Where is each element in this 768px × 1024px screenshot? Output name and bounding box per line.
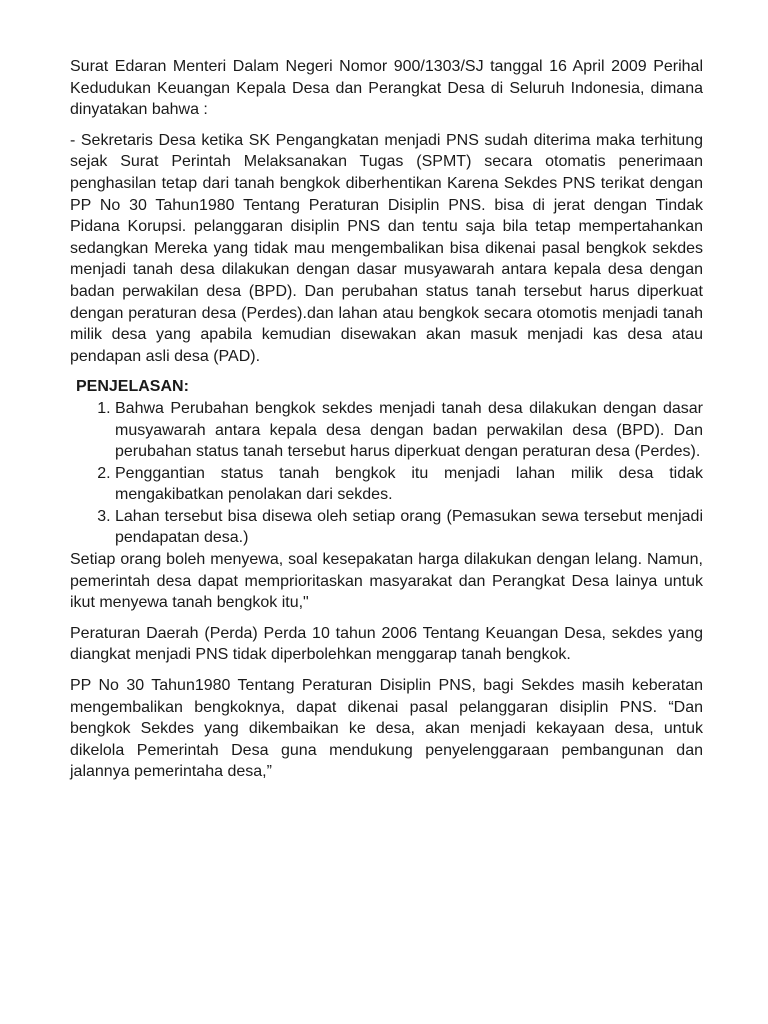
list-item: 3. Lahan tersebut bisa disewa oleh setiap orang (Pemasukan sewa tersebut menjadi pendapatan desa.) [115, 506, 703, 549]
list-item: 2. Penggantian status tanah bengkok itu menjadi lahan milik desa tidak mengakibatkan penolakan dari sekdes. [115, 463, 703, 506]
paragraph-sekretaris-desa: - Sekretaris Desa ketika SK Pengangkatan menjadi PNS sudah diterima maka terhitung sejak Surat Perintah Melaksanakan Tugas (SPMT) secara otomatis penerimaan penghasilan tetap dari tanah bengkok diberhentikan Karena Sekdes PNS terikat dengan PP No 30 Tahun1980 Tentang Peraturan Disiplin PNS. bisa di jerat dengan Tindak Pidana Korupsi. pelanggaran disiplin PNS dan tentu saja bila tetap mempertahankan sedangkan Mereka yang tidak mau mengembalikan bisa dikenai pasal bengkok sekdes menjadi tanah desa dilakukan dengan dasar musyawarah antara kepala desa dengan badan perwakilan desa (BPD). Dan perubahan status tanah tersebut harus diperkuat dengan peraturan desa (Perdes).dan lahan atau bengkok secara otomotis menjadi tanah milik desa yang apabila kemudian disewakan akan masuk menjadi kas desa atau pendapan asli desa (PAD). [70, 131, 703, 365]
paragraph-intro: Surat Edaran Menteri Dalam Negeri Nomor 900/1303/SJ tanggal 16 April 2009 Perihal Kedudukan Keuangan Kepala Desa dan Perangkat Desa di Seluruh Indonesia, dimana dinyatakan bahwa : [70, 58, 703, 119]
document-page [70, 56, 703, 792]
paragraph-perda: Peraturan Daerah (Perda) Perda 10 tahun 2006 Tentang Keuangan Desa, sekdes yang diangkat menjadi PNS tidak diperbolehkan menggarap tanah bengkok. [70, 624, 703, 664]
paragraph-pp-disiplin: PP No 30 Tahun1980 Tentang Peraturan Disiplin PNS, bagi Sekdes masih keberatan mengembalikan bengkoknya, dapat dikenai pasal pelanggaran disiplin PNS. “Dan bengkok Sekdes yang dikembaikan ke desa, akan menjadi kekayaan desa, untuk dikelola Pemerintah Desa guna mendukung penyelenggaraan pembangunan dan jalannya pemerintaha desa,” [70, 677, 703, 781]
list-item: 1. Bahwa Perubahan bengkok sekdes menjadi tanah desa dilakukan dengan dasar musyawarah antara kepala desa dengan badan perwakilan desa (BPD). Dan perubahan status tanah tersebut harus diperkuat dengan peraturan desa (Perdes). [115, 398, 703, 463]
penjelasan-list [70, 398, 703, 549]
paragraph-sewa: Setiap orang boleh menyewa, soal kesepakatan harga dilakukan dengan lelang. Namun, pemerintah desa dapat memprioritaskan masyarakat dan Perangkat Desa lainya untuk ikut menyewa tanah bengkok itu," [70, 551, 703, 612]
heading-penjelasan: PENJELASAN: [76, 378, 189, 396]
